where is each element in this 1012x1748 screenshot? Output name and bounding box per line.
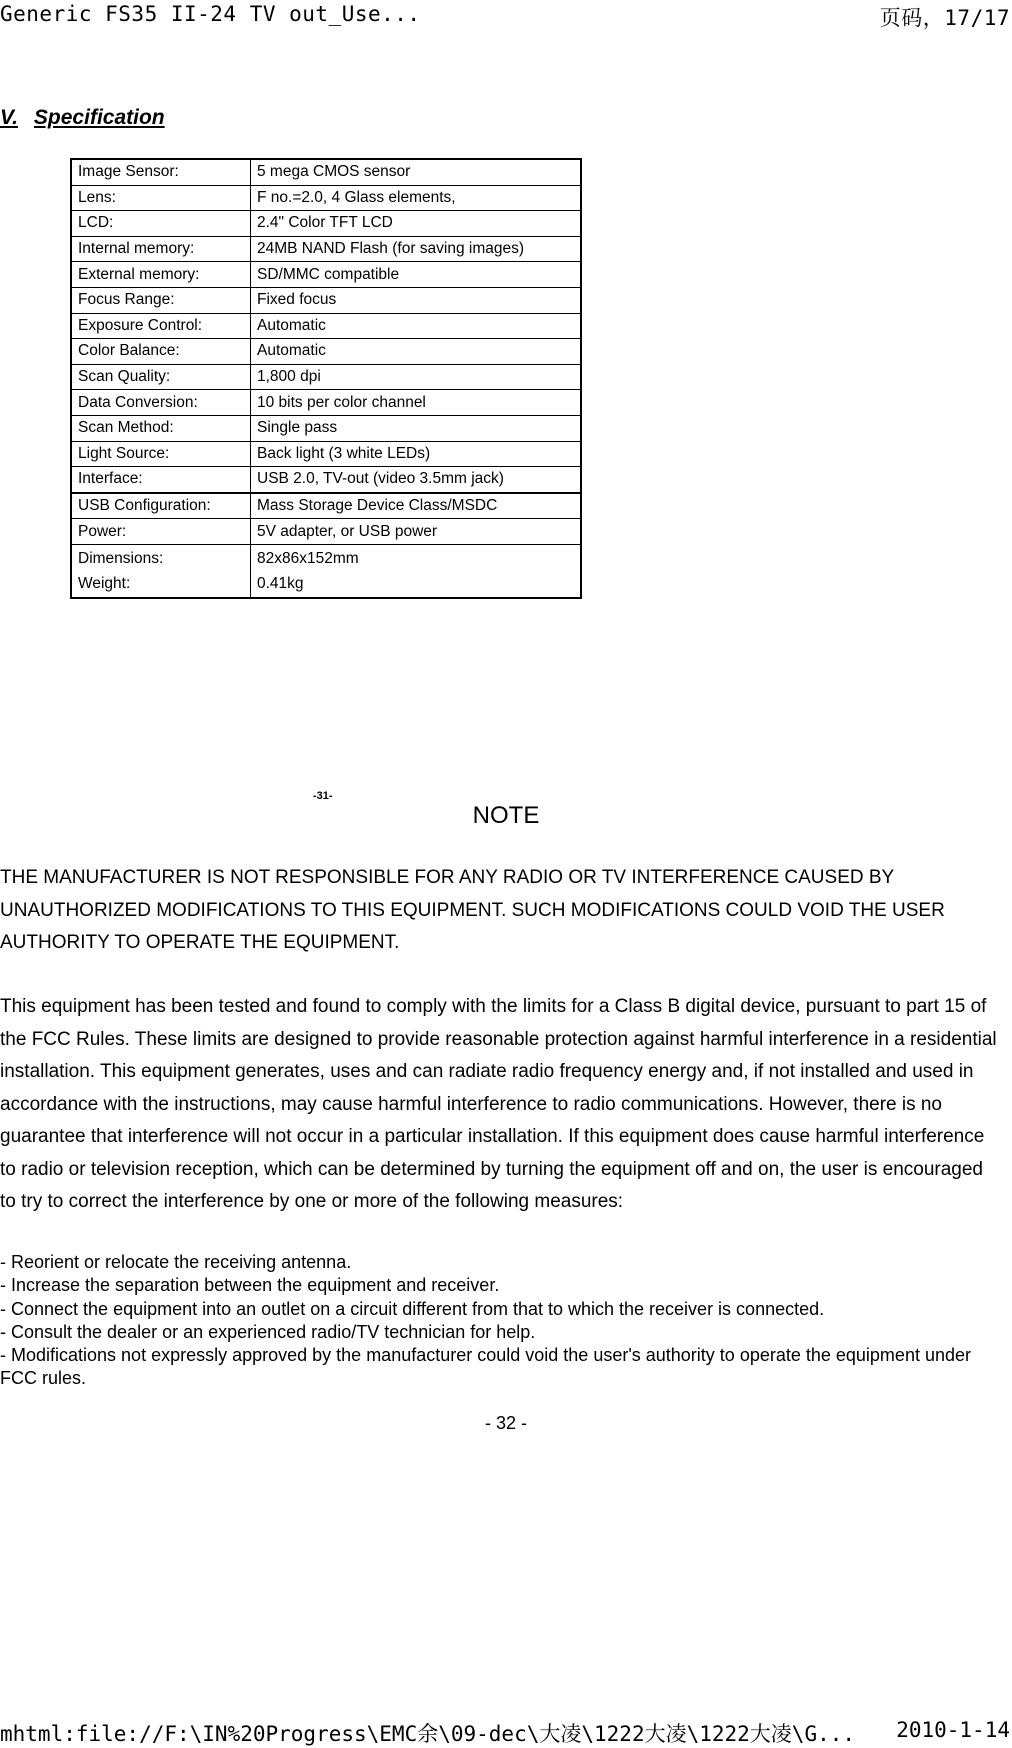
- spec-row: [71, 236, 581, 262]
- spec-row: [71, 441, 581, 467]
- spec-row: [71, 390, 581, 416]
- spec-label: Scan Quality:: [71, 364, 251, 390]
- page-counter: 页码，17/17: [879, 6, 1010, 30]
- spec-row: [71, 211, 581, 237]
- list-item: - Connect the equipment into an outlet on a circuit different from that to which the receiver is connected.: [0, 1298, 825, 1319]
- spec-value: USB 2.0, TV-out (video 3.5mm jack): [251, 467, 582, 493]
- spec-row: [71, 262, 581, 288]
- spec-heading-text: Specification: [33, 106, 165, 129]
- spec-value: 5 mega CMOS sensor: [251, 159, 582, 185]
- page-number-32: - 32 -: [484, 1413, 527, 1433]
- spec-value: 2.4" Color TFT LCD: [251, 211, 582, 237]
- spec-value: Mass Storage Device Class/MSDC: [251, 493, 582, 519]
- spec-value: 1,800 dpi: [251, 364, 582, 390]
- spec-label: Data Conversion:: [71, 390, 251, 416]
- spec-value: F no.=2.0, 4 Glass elements,: [251, 185, 582, 211]
- spec-label: Power:: [71, 519, 251, 545]
- spec-label: Interface:: [71, 467, 251, 493]
- spec-label: External memory:: [71, 262, 251, 288]
- spec-value: Automatic: [251, 339, 582, 365]
- spec-row: [71, 364, 581, 390]
- spec-label: Color Balance:: [71, 339, 251, 365]
- note-title: NOTE: [472, 802, 540, 829]
- spec-value: 24MB NAND Flash (for saving images): [251, 236, 582, 262]
- spec-value: SD/MMC compatible: [251, 262, 582, 288]
- spec-row: [71, 544, 581, 598]
- spec-label: Lens:: [71, 185, 251, 211]
- list-item: - Consult the dealer or an experienced radio/TV technician for help.: [0, 1321, 536, 1342]
- spec-value: 82x86x152mm: [257, 549, 359, 567]
- spec-row: [71, 493, 581, 519]
- spec-heading-number: V.: [0, 106, 18, 129]
- spec-row: [71, 287, 581, 313]
- spec-label: Dimensions:: [78, 549, 164, 567]
- fcc-statement: This equipment has been tested and found to comply with the limits for a Class B digital device, pursuant to part 15 of the FCC Rules. These limits are designed to provide reasonable protection against harmful interference in a residential installation. This equipment generates, uses and can radiate radio frequency energy and, if not installed and used in accordance with the instructions, may cause harmful interference to radio communications. However, there is no guarantee that interference will not occur in a particular installation. If this equipment does cause harmful interference to radio or television reception, which can be determined by turning the equipment off and on, the user is encouraged to try to correct the interference by one or more of the following measures:: [0, 996, 997, 1212]
- spec-value: Fixed focus: [251, 287, 582, 313]
- spec-value: Single pass: [251, 415, 582, 441]
- spec-row: [71, 159, 581, 185]
- spec-value: 5V adapter, or USB power: [251, 519, 582, 545]
- spec-value: 0.41kg: [257, 574, 304, 592]
- spec-label: Internal memory:: [71, 236, 251, 262]
- spec-label: Weight:: [78, 574, 131, 592]
- spec-label: LCD:: [71, 211, 251, 237]
- print-date: 2010-1-14: [896, 1718, 1010, 1742]
- spec-label: Light Source:: [71, 441, 251, 467]
- list-item: - Modifications not expressly approved by the manufacturer could void the user's authority to operate the equipment under FCC rules.: [0, 1345, 971, 1389]
- spec-row: [71, 185, 581, 211]
- spec-label-cell: [71, 544, 251, 598]
- spec-row: [71, 519, 581, 545]
- spec-value: 10 bits per color channel: [251, 390, 582, 416]
- spec-label: Focus Range:: [71, 287, 251, 313]
- spec-row: [71, 415, 581, 441]
- spec-value: Automatic: [251, 313, 582, 339]
- spec-label: Exposure Control:: [71, 313, 251, 339]
- spec-row: [71, 467, 581, 493]
- spec-value: Back light (3 white LEDs): [251, 441, 582, 467]
- file-path: mhtml:file://F:\IN%20Progress\EMC余\09-dec\大凌\1222大凌\1222大凌\G...: [0, 1722, 856, 1746]
- spec-table: [70, 158, 582, 599]
- spec-label: Scan Method:: [71, 415, 251, 441]
- list-item: - Reorient or relocate the receiving antenna.: [0, 1252, 352, 1272]
- page-number-31: -31-: [313, 790, 333, 802]
- manufacturer-disclaimer: THE MANUFACTURER IS NOT RESPONSIBLE FOR ANY RADIO OR TV INTERFERENCE CAUSED BY UNAUTHORIZED MODIFICATIONS TO THIS EQUIPMENT. SUCH MODIFICATIONS COULD VOID THE USER AUTHORITY TO OPERATE THE EQUIPMENT.: [0, 867, 945, 953]
- spec-value-cell: [251, 544, 582, 598]
- measures-list: [0, 1251, 1000, 1391]
- spec-heading: [0, 106, 165, 130]
- list-item: - Increase the separation between the equipment and receiver.: [0, 1275, 500, 1296]
- spec-label: Image Sensor:: [71, 159, 251, 185]
- spec-label: USB Configuration:: [71, 493, 251, 519]
- spec-row: [71, 339, 581, 365]
- spec-row: [71, 313, 581, 339]
- document-title: Generic FS35 II-24 TV out_Use...: [0, 2, 421, 26]
